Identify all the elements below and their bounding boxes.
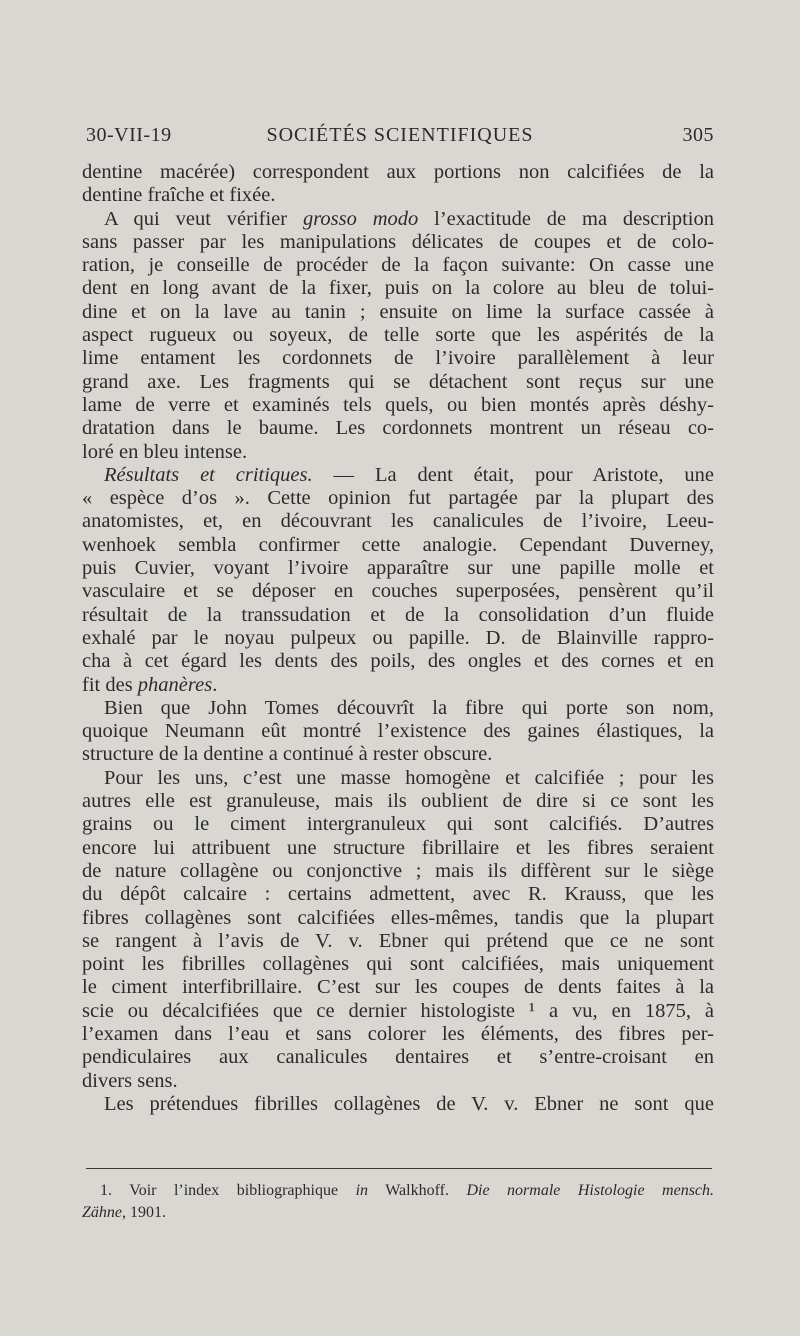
- text-line: dratation dans le baume. Les cordonnets montrent un réseau co-: [82, 417, 714, 440]
- text-line: lame de verre et examinés tels quels, ou bien montés après déshy-: [82, 393, 714, 416]
- text-line: dentine macérée) correspondent aux portions non calcifiées de la: [82, 161, 714, 183]
- text-line: wenhoek sembla confirmer cette analogie. Cependant Duverney,: [82, 533, 714, 556]
- text-line: de nature collagène ou conjonctive ; mais ils diffèrent sur le siège: [82, 859, 714, 882]
- text-line: cha à cet égard les dents des poils, des ongles et des cornes et en: [82, 650, 714, 673]
- footnote: [82, 1180, 714, 1224]
- text-line: scie ou décalcifiées que ce dernier histologiste ¹ a vu, en 1875, à: [82, 999, 714, 1022]
- running-header: [86, 124, 714, 152]
- header-date: 30-VII-19: [86, 124, 172, 146]
- text-line: exhalé par le noyau pulpeux ou papille. D. de Blainville rappro-: [82, 626, 714, 649]
- text-line: dentine fraîche et fixée.: [82, 184, 276, 207]
- text-line: l’examen dans l’eau et sans colorer les éléments, des fibres per-: [82, 1022, 714, 1045]
- text-line: sans passer par les manipulations délicates de coupes et de colo-: [82, 230, 714, 253]
- text-line: grand axe. Les fragments qui se détachent sont reçus sur une: [82, 370, 714, 393]
- footnote-line: 1. Voir l’index bibliographique in Walkhoff. Die normale Histologie mensch.: [100, 1182, 715, 1199]
- text-line: encore lui attribuent une structure fibrillaire et les fibres seraient: [82, 836, 714, 859]
- page-number: 305: [682, 124, 714, 146]
- text-line: autres elle est granuleuse, mais ils oublient de dire si ce sont les: [82, 790, 714, 813]
- text-line: point les fibrilles collagènes qui sont calcifiées, mais uniquement: [82, 953, 714, 976]
- text-line: du dépôt calcaire : certains admettent, avec R. Krauss, que les: [82, 883, 714, 906]
- italic-term: grosso modo: [302, 207, 419, 230]
- paragraph-start: Pour les uns, c’est une masse homogène et calcifiée ; pour les: [104, 766, 714, 789]
- paragraph-start: A qui veut vérifier grosso modo l’exactitude de ma description: [104, 207, 714, 230]
- text-line: « espèce d’os ». Cette opinion fut partagée par la plupart des: [82, 487, 714, 510]
- section-heading-line: Résultats et critiques. — La dent était, pour Aristote, une: [104, 463, 714, 486]
- text-line: aspect rugueux ou soyeux, de telle sorte que les aspérités de la: [82, 324, 714, 347]
- section-heading: Résultats et critiques.: [104, 463, 313, 486]
- text-line: fit des phanères.: [82, 673, 218, 696]
- text-line: pendiculaires aux canalicules dentaires et s’entre-croisant en: [82, 1046, 714, 1069]
- citation-title: Die normale Histologie mensch.: [466, 1182, 715, 1199]
- text-line: ration, je conseille de procéder de la façon suivante: On casse une: [82, 254, 714, 277]
- text-line: lime entament les cordonnets de l’ivoire parallèlement à leur: [82, 347, 714, 370]
- paragraph-start: Les prétendues fibrilles collagènes de V. v. Ebner ne sont que: [104, 1092, 714, 1115]
- text-line: grains ou le ciment intergranuleux qui sont calcifiés. D’autres: [82, 813, 714, 836]
- text-line: dine et on la lave au tanin ; ensuite on lime la surface cassée à: [82, 300, 714, 323]
- italic-term: phanères: [137, 673, 213, 696]
- header-title: SOCIÉTÉS SCIENTIFIQUES: [266, 124, 534, 146]
- text-line: le ciment interfibrillaire. C’est sur les coupes de dents faites à la: [82, 976, 714, 999]
- text-line: quoique Neumann eût montré l’existence des gaines élastiques, la: [82, 720, 714, 743]
- paragraph-start: Bien que John Tomes découvrît la fibre qui porte son nom,: [104, 696, 714, 719]
- footnote-divider: [86, 1168, 712, 1169]
- text-line: dent en long avant de la fixer, puis on la colore au bleu de tolui-: [82, 277, 714, 300]
- text-line: fibres collagènes sont calcifiées elles-mêmes, tandis que la plupart: [82, 906, 714, 929]
- text-line: divers sens.: [82, 1069, 178, 1092]
- body-text: [82, 161, 714, 1116]
- text-line: puis Cuvier, voyant l’ivoire apparaître sur une papille molle et: [82, 557, 714, 580]
- text-line: anatomistes, et, en découvrant les canalicules de l’ivoire, Leeu-: [82, 510, 714, 533]
- footnote-line: Zähne, 1901.: [82, 1204, 166, 1221]
- text-line: structure de la dentine a continué à rester obscure.: [82, 743, 493, 766]
- text-line: loré en bleu intense.: [82, 440, 248, 463]
- text-line: résultait de la transsudation et de la consolidation d’un fluide: [82, 603, 714, 626]
- text-line: vasculaire et se déposer en couches superposées, pensèrent qu’il: [82, 580, 714, 603]
- text-line: se rangent à l’avis de V. v. Ebner qui prétend que ce ne sont: [82, 929, 714, 952]
